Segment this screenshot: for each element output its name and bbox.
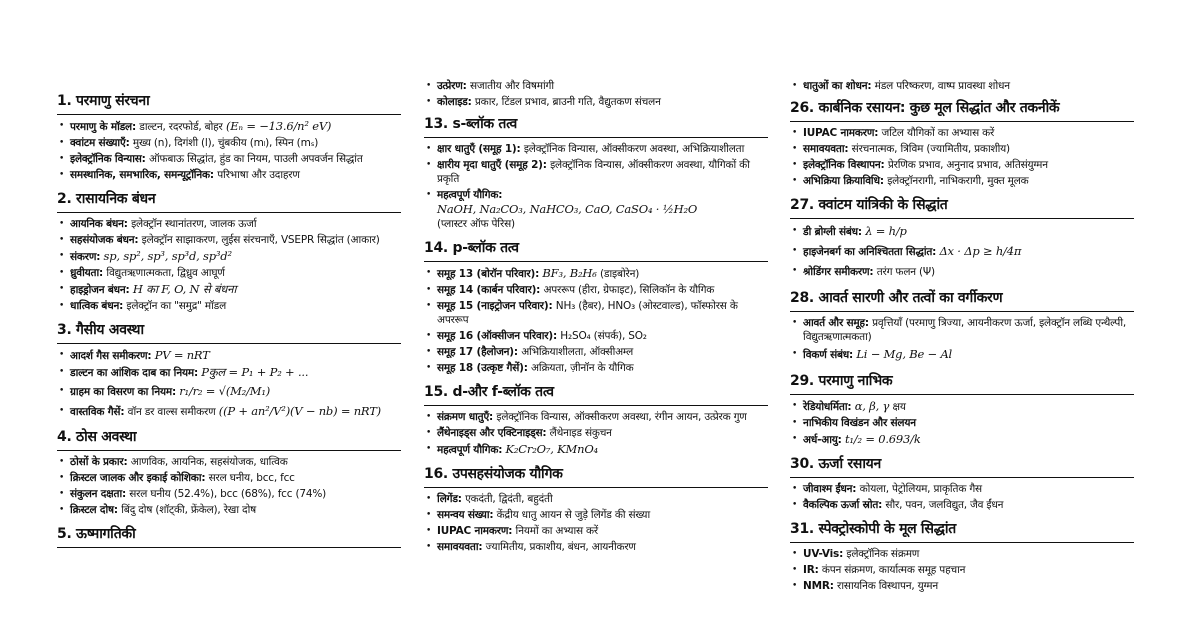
item-desc: सरल घनीय, bcc, fcc xyxy=(208,472,295,484)
item-desc: लैंथेनाइड संकुचन xyxy=(549,427,612,439)
item-term: संकरण: xyxy=(70,251,101,263)
item-desc: इलेक्ट्रॉनिक विन्यास, ऑक्सीकरण अवस्था, अभिक्रियाशीलता xyxy=(523,143,745,155)
item-math: PV = nRT xyxy=(154,348,210,362)
item-desc: H₂SO₄ (संपर्क), SO₂ xyxy=(560,330,647,342)
item-term: विकर्ण संबंध: xyxy=(803,349,854,361)
item-term: कोलाइड: xyxy=(437,96,472,108)
list-item xyxy=(790,399,1134,414)
item-term: इलेक्ट्रॉनिक विस्थापन: xyxy=(803,159,885,171)
item-term: समावयवता: xyxy=(803,143,849,155)
list-item xyxy=(57,249,401,264)
item-desc: इलेक्ट्रॉनिक संक्रमण xyxy=(846,548,920,560)
item-term: जीवाश्म ईंधन: xyxy=(803,483,857,495)
item-desc: प्रेरणिक प्रभाव, अनुनाद प्रभाव, अतिसंयुग्मन xyxy=(887,159,1048,171)
item-term: आदर्श गैस समीकरण: xyxy=(70,350,152,362)
column-1 xyxy=(57,90,401,554)
list-item xyxy=(57,168,401,182)
item-desc: बिंदु दोष (शॉट्की, फ्रेंकेल), रेखा दोष xyxy=(121,504,256,516)
section-title: 14. p-ब्लॉक तत्व xyxy=(424,237,768,262)
list-item xyxy=(424,492,768,506)
item-term: आयनिक बंधन: xyxy=(70,218,128,230)
list-item xyxy=(57,471,401,485)
item-term: IUPAC नामकरण: xyxy=(803,127,879,139)
item-term: IUPAC नामकरण: xyxy=(437,525,513,537)
item-desc: प्रवृत्तियाँ (परमाणु त्रिज्या, आयनीकरण ऊर्जा, इलेक्ट्रॉन लब्धि एन्थैल्पी, विद्युतऋणात्मकता) xyxy=(803,317,1127,343)
item-math: NaOH, Na₂CO₃, NaHCO₃, CaO, CaSO₄ · ½H₂O xyxy=(437,202,698,216)
section-energy-chemistry xyxy=(790,453,1134,512)
section-spectroscopy xyxy=(790,518,1134,593)
item-list xyxy=(424,410,768,457)
section-atomic-nucleus xyxy=(790,370,1134,447)
list-item xyxy=(424,299,768,327)
item-list-continued xyxy=(790,79,1134,93)
item-term: क्वांटम संख्याएँ: xyxy=(70,137,130,149)
item-term: रेडियोधर्मिता: xyxy=(803,401,852,413)
list-item xyxy=(790,482,1134,496)
list-item xyxy=(424,540,768,554)
item-desc: परिभाषा और उदाहरण xyxy=(217,169,300,181)
item-term: श्रोडिंगर समीकरण: xyxy=(803,266,874,278)
item-desc: इलेक्ट्रॉनिक विन्यास, ऑक्सीकरण अवस्था, यौगिकों की प्रकृति xyxy=(437,159,750,185)
list-item xyxy=(424,345,768,359)
column-2 xyxy=(424,79,768,560)
item-term: IR: xyxy=(803,564,819,576)
list-item xyxy=(424,158,768,186)
item-desc: ऑफबाऊ सिद्धांत, हुंड का नियम, पाउली अपवर्जन सिद्धांत xyxy=(148,153,363,165)
item-desc: कोयला, पेट्रोलियम, प्राकृतिक गैस xyxy=(859,483,982,495)
item-desc: नियमों का अभ्यास करें xyxy=(515,525,599,537)
section-title: 31. स्पेक्ट्रोस्कोपी के मूल सिद्धांत xyxy=(790,518,1134,543)
item-term: महत्वपूर्ण यौगिक: xyxy=(437,189,503,201)
section-d-f-block xyxy=(424,381,768,457)
item-term: क्रिस्टल दोष: xyxy=(70,504,118,516)
item-term: नाभिकीय विखंडन और संलयन xyxy=(803,417,916,429)
list-item xyxy=(790,158,1134,172)
list-item xyxy=(790,416,1134,430)
item-desc: (डाइबोरेन) xyxy=(599,268,640,280)
list-item xyxy=(57,233,401,247)
list-item xyxy=(57,487,401,501)
section-p-block xyxy=(424,237,768,375)
item-list xyxy=(424,142,768,231)
item-term: अर्ध-आयु: xyxy=(803,434,842,446)
item-list xyxy=(57,455,401,517)
list-item xyxy=(790,263,1134,281)
item-desc: इलेक्ट्रॉन का "समुद्र" मॉडल xyxy=(126,300,227,312)
item-term: आवर्त और समूह: xyxy=(803,317,869,329)
section-coordination-compounds xyxy=(424,463,768,554)
item-term: ध्रुवीयता: xyxy=(70,267,104,279)
list-item xyxy=(790,316,1134,344)
section-s-block xyxy=(424,113,768,231)
item-math: (Eₙ = −13.6/n² eV) xyxy=(225,119,332,133)
list-item xyxy=(790,79,1134,93)
item-math: Li − Mg, Be − Al xyxy=(856,347,953,361)
item-desc: इलेक्ट्रॉनरागी, नाभिकरागी, मुक्त मूलक xyxy=(887,175,1029,187)
item-desc: सरल घनीय (52.4%), bcc (68%), fcc (74%) xyxy=(129,488,327,500)
item-term: इलेक्ट्रॉनिक विन्यास: xyxy=(70,153,146,165)
item-term: समूह 18 (उत्कृष्ट गैसें): xyxy=(437,362,528,374)
item-list xyxy=(790,399,1134,447)
list-item xyxy=(57,365,401,380)
list-item xyxy=(790,579,1134,593)
item-term: ग्राहम का विसरण का नियम: xyxy=(70,386,176,398)
item-desc: NH₃ (हैबर), HNO₃ (ओस्टवाल्ड), फॉस्फोरस के अपररूप xyxy=(437,300,738,326)
item-term: समावयवता: xyxy=(437,541,483,553)
section-solid-state xyxy=(57,426,401,517)
section-title: 13. s-ब्लॉक तत्व xyxy=(424,113,768,138)
item-list xyxy=(790,316,1134,364)
item-desc: क्षय xyxy=(892,401,906,413)
list-item xyxy=(790,563,1134,577)
list-item xyxy=(57,119,401,134)
list-item xyxy=(790,432,1134,447)
section-title: 16. उपसहसंयोजक यौगिक xyxy=(424,463,768,488)
item-term: समन्वय संख्या: xyxy=(437,509,494,521)
item-desc: केंद्रीय धातु आयन से जुड़े लिगेंड की संख्या xyxy=(496,509,650,521)
item-term: समस्थानिक, समभारिक, समन्यूट्रॉनिक: xyxy=(70,169,214,181)
list-item xyxy=(57,152,401,166)
list-item xyxy=(57,403,401,420)
item-term: लिगेंड: xyxy=(437,493,462,505)
item-desc: विद्युतऋणात्मकता, द्विध्रुव आघूर्ण xyxy=(106,267,225,279)
item-term: डी ब्रोग्ली संबंध: xyxy=(803,226,862,238)
section-title: 1. परमाणु संरचना xyxy=(57,90,401,115)
item-desc: इलेक्ट्रॉन साझाकरण, लुईस संरचनाएँ, VSEPR सिद्धांत (आकार) xyxy=(141,234,380,246)
item-desc: (प्लास्टर ऑफ पेरिस) xyxy=(437,218,515,230)
item-desc: एकदंती, द्विदंती, बहुदंती xyxy=(465,493,553,505)
item-math: t₁/₂ = 0.693/k xyxy=(844,432,921,446)
item-term: क्षार धातुएँ (समूह 1): xyxy=(437,143,521,155)
section-title: 29. परमाणु नाभिक xyxy=(790,370,1134,395)
list-item xyxy=(57,217,401,231)
item-term: लैंथेनाइड्स और एक्टिनाइड्स: xyxy=(437,427,547,439)
list-item xyxy=(57,136,401,150)
section-quantum-mechanics xyxy=(790,194,1134,281)
item-list xyxy=(57,119,401,182)
section-title: 5. ऊष्मागतिकी xyxy=(57,523,401,548)
list-item xyxy=(424,410,768,424)
item-math: Pकुल = P₁ + P₂ + ... xyxy=(201,365,309,379)
item-term: परमाणु के मॉडल: xyxy=(70,121,136,133)
item-desc: जटिल यौगिकों का अभ्यास करें xyxy=(881,127,995,139)
item-desc: आणविक, आयनिक, सहसंयोजक, धात्विक xyxy=(130,456,288,468)
item-term: संक्रमण धातुएँ: xyxy=(437,411,494,423)
list-item xyxy=(424,266,768,281)
item-term: अभिक्रिया क्रियाविधि: xyxy=(803,175,884,187)
section-gaseous-state xyxy=(57,319,401,420)
item-term: हाइजेनबर्ग का अनिश्चितता सिद्धांत: xyxy=(803,246,937,258)
item-term: सहसंयोजक बंधन: xyxy=(70,234,139,246)
item-math: α, β, γ xyxy=(854,399,890,413)
list-item xyxy=(790,243,1134,261)
item-desc: मंडल परिष्करण, वाष्प प्रावस्था शोधन xyxy=(874,80,1010,92)
section-title: 3. गैसीय अवस्था xyxy=(57,319,401,344)
item-term: क्रिस्टल जालक और इकाई कोशिका: xyxy=(70,472,206,484)
item-math: ((P + an²/V²)(V − nb) = nRT) xyxy=(218,404,381,418)
list-item xyxy=(424,79,768,93)
section-title: 30. ऊर्जा रसायन xyxy=(790,453,1134,478)
list-item xyxy=(424,95,768,109)
item-desc: इलेक्ट्रॉनिक विन्यास, ऑक्सीकरण अवस्था, रंगीन आयन, उत्प्रेरक गुण xyxy=(496,411,747,423)
item-desc: अक्रियता, ज़ीनॉन के यौगिक xyxy=(531,362,634,374)
item-list xyxy=(790,547,1134,593)
item-desc: सजातीय और विषमांगी xyxy=(469,80,554,92)
item-list xyxy=(57,217,401,313)
item-term: डाल्टन का आंशिक दाब का नियम: xyxy=(70,367,198,379)
item-math: λ = h/p xyxy=(865,224,907,238)
item-list xyxy=(790,482,1134,512)
item-term: वैकल्पिक ऊर्जा स्रोत: xyxy=(803,499,883,511)
section-title: 15. d-और f-ब्लॉक तत्व xyxy=(424,381,768,406)
list-item xyxy=(790,346,1134,364)
item-desc: मुख्य (n), दिगंशी (l), चुंबकीय (mₗ), स्पिन (mₛ) xyxy=(132,137,319,149)
list-item xyxy=(424,142,768,156)
item-list xyxy=(57,348,401,420)
list-item xyxy=(424,426,768,440)
section-periodic-table xyxy=(790,287,1134,364)
item-term: वास्तविक गैसें: xyxy=(70,406,125,418)
item-list-continued xyxy=(424,79,768,109)
item-desc: अपररूप (हीरा, ग्रेफाइट), सिलिकॉन के यौगिक xyxy=(543,284,715,296)
item-desc: इलेक्ट्रॉन स्थानांतरण, जालक ऊर्जा xyxy=(131,218,257,230)
item-list xyxy=(424,266,768,375)
column-3 xyxy=(790,79,1134,599)
item-desc: कंपन संक्रमण, कार्यात्मक समूह पहचान xyxy=(821,564,966,576)
item-desc: अभिक्रियाशीलता, ऑक्सीअम्ल xyxy=(521,346,634,358)
item-desc: संरचनात्मक, त्रिविम (ज्यामितीय, प्रकाशीय) xyxy=(851,143,1010,155)
section-title: 28. आवर्त सारणी और तत्वों का वर्गीकरण xyxy=(790,287,1134,312)
item-term: NMR: xyxy=(803,580,834,592)
list-item xyxy=(57,503,401,517)
item-term: ठोसों के प्रकार: xyxy=(70,456,128,468)
list-item xyxy=(790,547,1134,561)
item-math: H का F, O, N से बंधना xyxy=(132,282,237,296)
list-item xyxy=(57,455,401,469)
item-term: धात्विक बंधन: xyxy=(70,300,124,312)
item-term: उत्प्रेरण: xyxy=(437,80,467,92)
item-desc: सौर, पवन, जलविद्युत, जैव ईंधन xyxy=(885,499,1004,511)
list-item xyxy=(790,126,1134,140)
list-item xyxy=(424,442,768,457)
item-math: r₁/r₂ = √(M₂/M₁) xyxy=(179,384,271,398)
list-item xyxy=(790,142,1134,156)
item-desc: वॉन डर वाल्स समीकरण xyxy=(127,406,216,418)
section-title: 27. क्वांटम यांत्रिकी के सिद्धांत xyxy=(790,194,1134,219)
item-term: समूह 16 (ऑक्सीजन परिवार): xyxy=(437,330,557,342)
item-math: K₂Cr₂O₇, KMnO₄ xyxy=(505,442,598,456)
item-math: Δx · Δp ≥ h/4π xyxy=(939,244,1022,258)
item-term: क्षारीय मृदा धातुएँ (समूह 2): xyxy=(437,159,547,171)
list-item xyxy=(424,329,768,343)
section-atomic-structure xyxy=(57,90,401,182)
item-term: समूह 17 (हैलोजन): xyxy=(437,346,518,358)
section-thermodynamics xyxy=(57,523,401,548)
item-term: समूह 14 (कार्बन परिवार): xyxy=(437,284,541,296)
item-term: समूह 13 (बोरॉन परिवार): xyxy=(437,268,540,280)
item-term: UV-Vis: xyxy=(803,548,844,560)
list-item xyxy=(790,223,1134,241)
item-desc: प्रकार, टिंडल प्रभाव, ब्राउनी गति, वैद्युतकण संचलन xyxy=(474,96,661,108)
item-desc: रासायनिक विस्थापन, युग्मन xyxy=(837,580,938,592)
section-title: 4. ठोस अवस्था xyxy=(57,426,401,451)
item-term: संकुलन दक्षता: xyxy=(70,488,126,500)
section-title: 2. रासायनिक बंधन xyxy=(57,188,401,213)
item-term: समूह 15 (नाइट्रोजन परिवार): xyxy=(437,300,553,312)
list-item xyxy=(424,188,768,231)
list-item xyxy=(424,361,768,375)
section-organic-chemistry-basics xyxy=(790,97,1134,188)
list-item xyxy=(424,508,768,522)
section-chemical-bonding xyxy=(57,188,401,313)
item-list xyxy=(790,126,1134,188)
item-desc: तरंग फलन (Ψ) xyxy=(876,266,935,278)
item-desc: डाल्टन, रदरफोर्ड, बोहर xyxy=(139,121,223,133)
item-desc: ज्यामितीय, प्रकाशीय, बंधन, आयनीकरण xyxy=(485,541,636,553)
item-math: BF₃, B₂H₆ xyxy=(542,266,597,280)
list-item xyxy=(57,282,401,297)
list-item xyxy=(790,174,1134,188)
section-title: 26. कार्बनिक रसायन: कुछ मूल सिद्धांत और तकनीकें xyxy=(790,97,1134,122)
list-item xyxy=(424,524,768,538)
list-item xyxy=(57,299,401,313)
list-item xyxy=(57,382,401,401)
list-item xyxy=(57,266,401,280)
list-item xyxy=(424,283,768,297)
item-term: महत्वपूर्ण यौगिक: xyxy=(437,444,503,456)
item-list xyxy=(424,492,768,554)
item-list xyxy=(790,223,1134,281)
item-term: धातुओं का शोधन: xyxy=(803,80,872,92)
list-item xyxy=(57,348,401,363)
item-math: sp, sp², sp³, sp³d, sp³d² xyxy=(103,249,232,263)
item-term: हाइड्रोजन बंधन: xyxy=(70,284,130,296)
list-item xyxy=(790,498,1134,512)
